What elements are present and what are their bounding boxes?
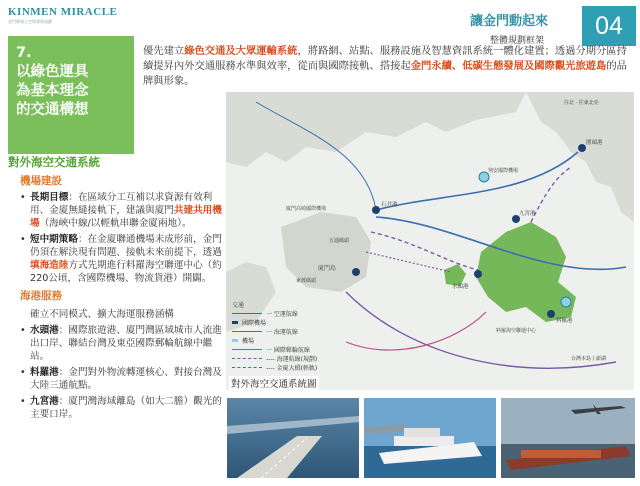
photo-cruise-graphic: [364, 398, 496, 478]
map-label-jiugong: 九宮港: [519, 211, 536, 217]
logo-name: KINMEN MIRACLE: [8, 6, 118, 18]
subsection-airport: 機場建設: [20, 175, 62, 187]
item-text: ：金門對外物流轉運核心、對接台灣及大陸三通航點。: [30, 367, 222, 391]
photo-cruise-ship: [364, 398, 496, 478]
legend-row: [232, 309, 352, 318]
legend-label: 一 國際郵輪航線: [266, 347, 310, 354]
map-label-weitou: 圍頭港: [586, 140, 603, 146]
airport-list: [6, 191, 228, 285]
photo-cargo-plane: [501, 398, 635, 478]
map-label-wutong: 五通碼頭: [329, 238, 350, 244]
legend-label: ---- 金廈大橋(輕軌): [266, 365, 318, 372]
legend-swatch: [232, 358, 262, 359]
item-key: 水頭港: [30, 325, 59, 336]
legend-label: 一 空運航線: [266, 311, 298, 318]
list-item: [6, 324, 228, 363]
legend-heading: 交通: [232, 302, 245, 309]
map-note-taiwan: 台灣本島 / 澎湖: [571, 356, 606, 362]
legend-label: 國際機場: [242, 320, 267, 327]
top-bar: [440, 6, 640, 46]
map-label-xiamen: 廈門島: [318, 265, 337, 272]
photo-cargo-graphic: [501, 398, 635, 478]
intro-text-3: 的品牌與形象。: [143, 60, 627, 87]
list-item: [6, 395, 228, 421]
item-text: ：在區域分工互補以求資源有效利用、金廈無縫接軌下，建議與廈門: [30, 192, 213, 216]
map-label-xiamen-airport: 廈門高崎國際機場: [286, 206, 327, 212]
legend-row: [232, 336, 352, 345]
list-item: [6, 233, 228, 285]
map-label-shuitou: 水頭港: [452, 284, 469, 290]
section-heading: 對外海空交通系統: [8, 155, 100, 169]
title-line-1: 以綠色運具: [16, 64, 89, 80]
intro-highlight-2: 金門永續、低碳生態發展及國際觀光旅遊島: [410, 60, 607, 72]
title-number: 7.: [16, 45, 32, 61]
intro-paragraph: [143, 44, 635, 89]
item-key: 料羅港: [30, 367, 59, 378]
item-key: 長期目標: [30, 192, 69, 203]
port-intro: 確立不同模式、擴大海運服務涵構: [30, 309, 174, 320]
legend-row: [232, 354, 352, 363]
legend-label: 一 海運航線: [266, 329, 298, 336]
item-key: 九宮港: [30, 396, 59, 407]
item-key: 短中期策略: [30, 234, 78, 245]
legend-row: [232, 345, 352, 354]
title-line-2: 為基本理念: [16, 83, 89, 99]
section-label: 整體規劃框架: [490, 36, 545, 46]
legend-row: [232, 363, 352, 372]
logo-subtitle: 金門縣國土空間發展規劃: [8, 19, 52, 24]
list-item: [6, 191, 228, 230]
page-number: 04: [582, 6, 636, 46]
item-highlight: 共建共用機場: [30, 205, 222, 229]
list-item: [6, 366, 228, 392]
left-column: [6, 154, 228, 424]
title-line-3: 的交通構想: [16, 102, 89, 118]
item-text: ：廈門灣海域離島（如大二膽）觀光的主要口岸。: [30, 396, 222, 420]
item-highlight: 填海造陸: [30, 260, 69, 271]
intro-text-1: 優先建立: [143, 45, 185, 57]
legend-swatch: [232, 349, 262, 350]
map-label-shijing: 石井港: [381, 202, 398, 208]
slogan: 讓金門動起來: [470, 14, 549, 29]
photo-airport-runway: [227, 398, 359, 478]
item-text: （海峽中線/以輕軌串聯金廈兩地）。: [39, 218, 192, 229]
legend-label: 機場: [242, 338, 255, 345]
legend-swatch: [232, 313, 262, 314]
legend-swatch: [232, 339, 238, 342]
section-title: [8, 36, 134, 154]
map-legend: [232, 300, 352, 372]
legend-swatch: [232, 367, 262, 368]
subsection-port: 海港服務: [20, 290, 62, 302]
map-label-liaoluo: 料羅港: [556, 318, 573, 324]
map-caption: 對外海空交通系統圖: [229, 376, 319, 390]
item-text: ：在金廈聯通機場未成形前，金門仍須在解決現有問題、接軌未來前提下，透過: [30, 234, 222, 258]
item-text: 方式先期進行料羅海空聯運中心（約220公頃，含國際機場、物流貨港）開闢。: [30, 260, 222, 284]
legend-swatch: [232, 321, 238, 324]
item-text: ：國際旅遊港、廈門灣區域城市人流進出口岸、聯結台灣及東亞國際郵輪航線中繼站。: [30, 325, 222, 362]
legend-label: ---- 海運航線(規劃): [266, 356, 318, 363]
intro-text-2: ，將路網、站點、服務設施及智慧資訊系統一體化建置；透過分期分區持續提昇內外交通服務水準與效率，從而與國際接軌、搭接起: [143, 45, 627, 72]
port-list: [6, 324, 228, 421]
map-label-dongdu: 東渡碼頭: [296, 278, 317, 284]
legend-row: [232, 300, 352, 309]
legend-row: [232, 327, 352, 336]
photo-airport-graphic: [227, 398, 359, 478]
map-label-liaoluo-center: 料羅海空聯運中心: [496, 328, 537, 334]
intro-highlight-1: 綠色交通及大眾運輸系統: [184, 45, 298, 57]
legend-swatch: [232, 331, 262, 332]
map-label-xiangan-airport: 翔安國際機場: [488, 168, 519, 174]
logo: [8, 6, 143, 32]
map-note-north: 往北 · 往東北亞: [564, 100, 599, 106]
legend-row: [232, 318, 352, 327]
